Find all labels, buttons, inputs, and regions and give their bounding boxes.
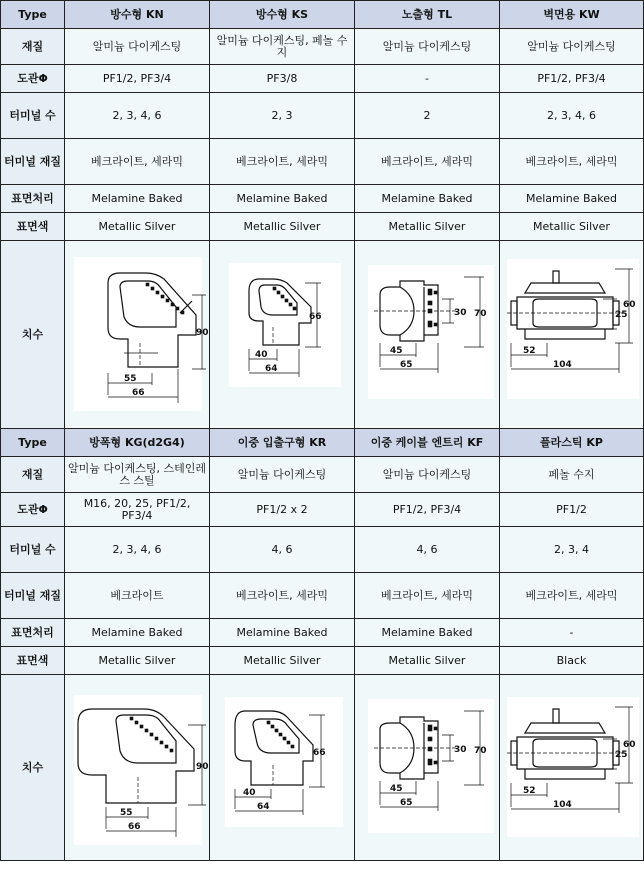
dim-b: 64: [265, 363, 278, 374]
dim-height: 90: [196, 761, 209, 772]
drawing-ks: [213, 243, 354, 427]
drawing-kg: [68, 677, 209, 859]
dim-height: 66: [309, 311, 322, 322]
drawing-cell: [65, 241, 210, 429]
dim-b: 66: [128, 821, 141, 832]
row-label: 도관Φ: [1, 65, 65, 93]
cell: 4, 6: [210, 527, 355, 573]
cell: 베크라이트, 세라믹: [65, 139, 210, 185]
cell: Melamine Baked: [210, 185, 355, 213]
dim-height: 60: [623, 739, 636, 750]
row-label: 도관Φ: [1, 493, 65, 527]
drawing-kp: [503, 677, 643, 859]
terminal-material-row: [1, 139, 644, 185]
cell: 베크라이트: [65, 573, 210, 619]
dim-b: 65: [400, 797, 413, 808]
cell: 베크라이트, 세라믹: [355, 573, 500, 619]
row-label: 표면처리: [1, 185, 65, 213]
cell: Melamine Baked: [65, 619, 210, 647]
row-label: 표면색: [1, 213, 65, 241]
cell: 알미늄 다이케스팅: [210, 457, 355, 493]
dim-a: 55: [120, 807, 133, 818]
terminal-count-row: [1, 93, 644, 139]
dim-b: 64: [257, 801, 270, 812]
row-label: 치수: [1, 241, 65, 429]
dim-b: 104: [553, 799, 572, 810]
cell: PF1/2, PF3/4: [355, 493, 500, 527]
dim-height: 66: [313, 747, 326, 758]
cell: PF1/2 x 2: [210, 493, 355, 527]
drawing-kr: [213, 677, 354, 859]
cell: 2: [355, 93, 500, 139]
cell: PF3/8: [210, 65, 355, 93]
cell: Metallic Silver: [355, 213, 500, 241]
cell: Metallic Silver: [355, 647, 500, 675]
dim-c: 30: [454, 744, 467, 755]
type-name: 방수형 KN: [65, 1, 210, 29]
cell: -: [500, 619, 644, 647]
cell: PF1/2, PF3/4: [65, 65, 210, 93]
drawing-cell: [65, 675, 210, 861]
dim-a: 55: [124, 373, 137, 384]
type-row: [1, 429, 644, 457]
dim-a: 45: [390, 345, 403, 356]
drawing-cell: [500, 675, 644, 861]
drawing-kw: [503, 243, 643, 427]
cell: Metallic Silver: [500, 213, 644, 241]
cell: Melamine Baked: [500, 185, 644, 213]
type-label: Type: [1, 429, 65, 457]
dim-b: 65: [400, 359, 413, 370]
dim-b: 66: [132, 387, 145, 398]
dim-a: 40: [255, 349, 268, 360]
drawing-kf: [358, 677, 499, 859]
dim-height: 90: [196, 327, 209, 338]
cell: Metallic Silver: [65, 213, 210, 241]
row-label: 터미널 재질: [1, 573, 65, 619]
cell: 알미늄 다이케스팅: [65, 29, 210, 65]
surface-treatment-row: [1, 185, 644, 213]
dim-height: 70: [474, 745, 487, 756]
drawing-kn: [68, 243, 209, 427]
cell: -: [355, 65, 500, 93]
dim-a: 45: [390, 783, 403, 794]
terminal-count-row: [1, 527, 644, 573]
dim-height: 60: [623, 299, 636, 310]
drawing-tl: [358, 243, 499, 427]
surface-color-row: [1, 647, 644, 675]
cell: 알미늄 다이케스팅: [500, 29, 644, 65]
type-row: [1, 1, 644, 29]
drawing-cell: [355, 241, 500, 429]
dim-c: 25: [615, 749, 628, 760]
row-label: 터미널 재질: [1, 139, 65, 185]
cell: 페놀 수지: [500, 457, 644, 493]
cell: 베크라이트, 세라믹: [500, 139, 644, 185]
type-name: 방폭형 KG(d2G4): [65, 429, 210, 457]
type-label: Type: [1, 1, 65, 29]
cell: 베크라이트, 세라믹: [355, 139, 500, 185]
dim-a: 52: [523, 785, 536, 796]
cell: 4, 6: [355, 527, 500, 573]
cell: 베크라이트, 세라믹: [210, 573, 355, 619]
drawing-cell: [355, 675, 500, 861]
surface-treatment-row: [1, 619, 644, 647]
conduit-row: [1, 65, 644, 93]
type-name: 플라스틱 KP: [500, 429, 644, 457]
cell: 베크라이트, 세라믹: [210, 139, 355, 185]
dim-a: 40: [243, 787, 256, 798]
cell: Metallic Silver: [210, 213, 355, 241]
drawing-cell: [210, 675, 355, 861]
cell: PF1/2, PF3/4: [500, 65, 644, 93]
cell: 알미늄 다이케스팅: [355, 29, 500, 65]
cell: 2, 3, 4, 6: [65, 93, 210, 139]
row-label: 표면색: [1, 647, 65, 675]
cell: Melamine Baked: [210, 619, 355, 647]
cell: Melamine Baked: [355, 185, 500, 213]
cell: Metallic Silver: [65, 647, 210, 675]
surface-color-row: [1, 213, 644, 241]
conduit-row: [1, 493, 644, 527]
cell: 2, 3, 4, 6: [500, 93, 644, 139]
cell: Melamine Baked: [355, 619, 500, 647]
cell: 알미늄 다이케스팅, 페놀 수지: [210, 29, 355, 65]
cell: 2, 3: [210, 93, 355, 139]
cell: 알미늄 다이케스팅, 스테인레스 스틸: [65, 457, 210, 493]
cell: M16, 20, 25, PF1/2, PF3/4: [65, 493, 210, 527]
dim-c: 25: [615, 309, 628, 320]
row-label: 표면처리: [1, 619, 65, 647]
cell: 알미늄 다이케스팅: [355, 457, 500, 493]
type-name: 노출형 TL: [355, 1, 500, 29]
cell: PF1/2: [500, 493, 644, 527]
type-name: 이중 케이블 엔트리 KF: [355, 429, 500, 457]
row-label: 터미널 수: [1, 527, 65, 573]
type-name: 이중 입출구형 KR: [210, 429, 355, 457]
row-label: 재질: [1, 457, 65, 493]
dimension-row: [1, 241, 644, 429]
type-name: 방수형 KS: [210, 1, 355, 29]
cell: 2, 3, 4, 6: [65, 527, 210, 573]
dimension-row: [1, 675, 644, 861]
cell: Black: [500, 647, 644, 675]
dim-b: 104: [553, 359, 572, 370]
terminal-material-row: [1, 573, 644, 619]
material-row: [1, 457, 644, 493]
type-name: 벽면용 KW: [500, 1, 644, 29]
dim-a: 52: [523, 345, 536, 356]
dim-c: 30: [454, 307, 467, 318]
drawing-cell: [500, 241, 644, 429]
drawing-cell: [210, 241, 355, 429]
cell: 베크라이트, 세라믹: [500, 573, 644, 619]
cell: Metallic Silver: [210, 647, 355, 675]
row-label: 치수: [1, 675, 65, 861]
cell: Melamine Baked: [65, 185, 210, 213]
cell: 2, 3, 4: [500, 527, 644, 573]
material-row: [1, 29, 644, 65]
row-label: 재질: [1, 29, 65, 65]
row-label: 터미널 수: [1, 93, 65, 139]
dim-height: 70: [474, 308, 487, 319]
